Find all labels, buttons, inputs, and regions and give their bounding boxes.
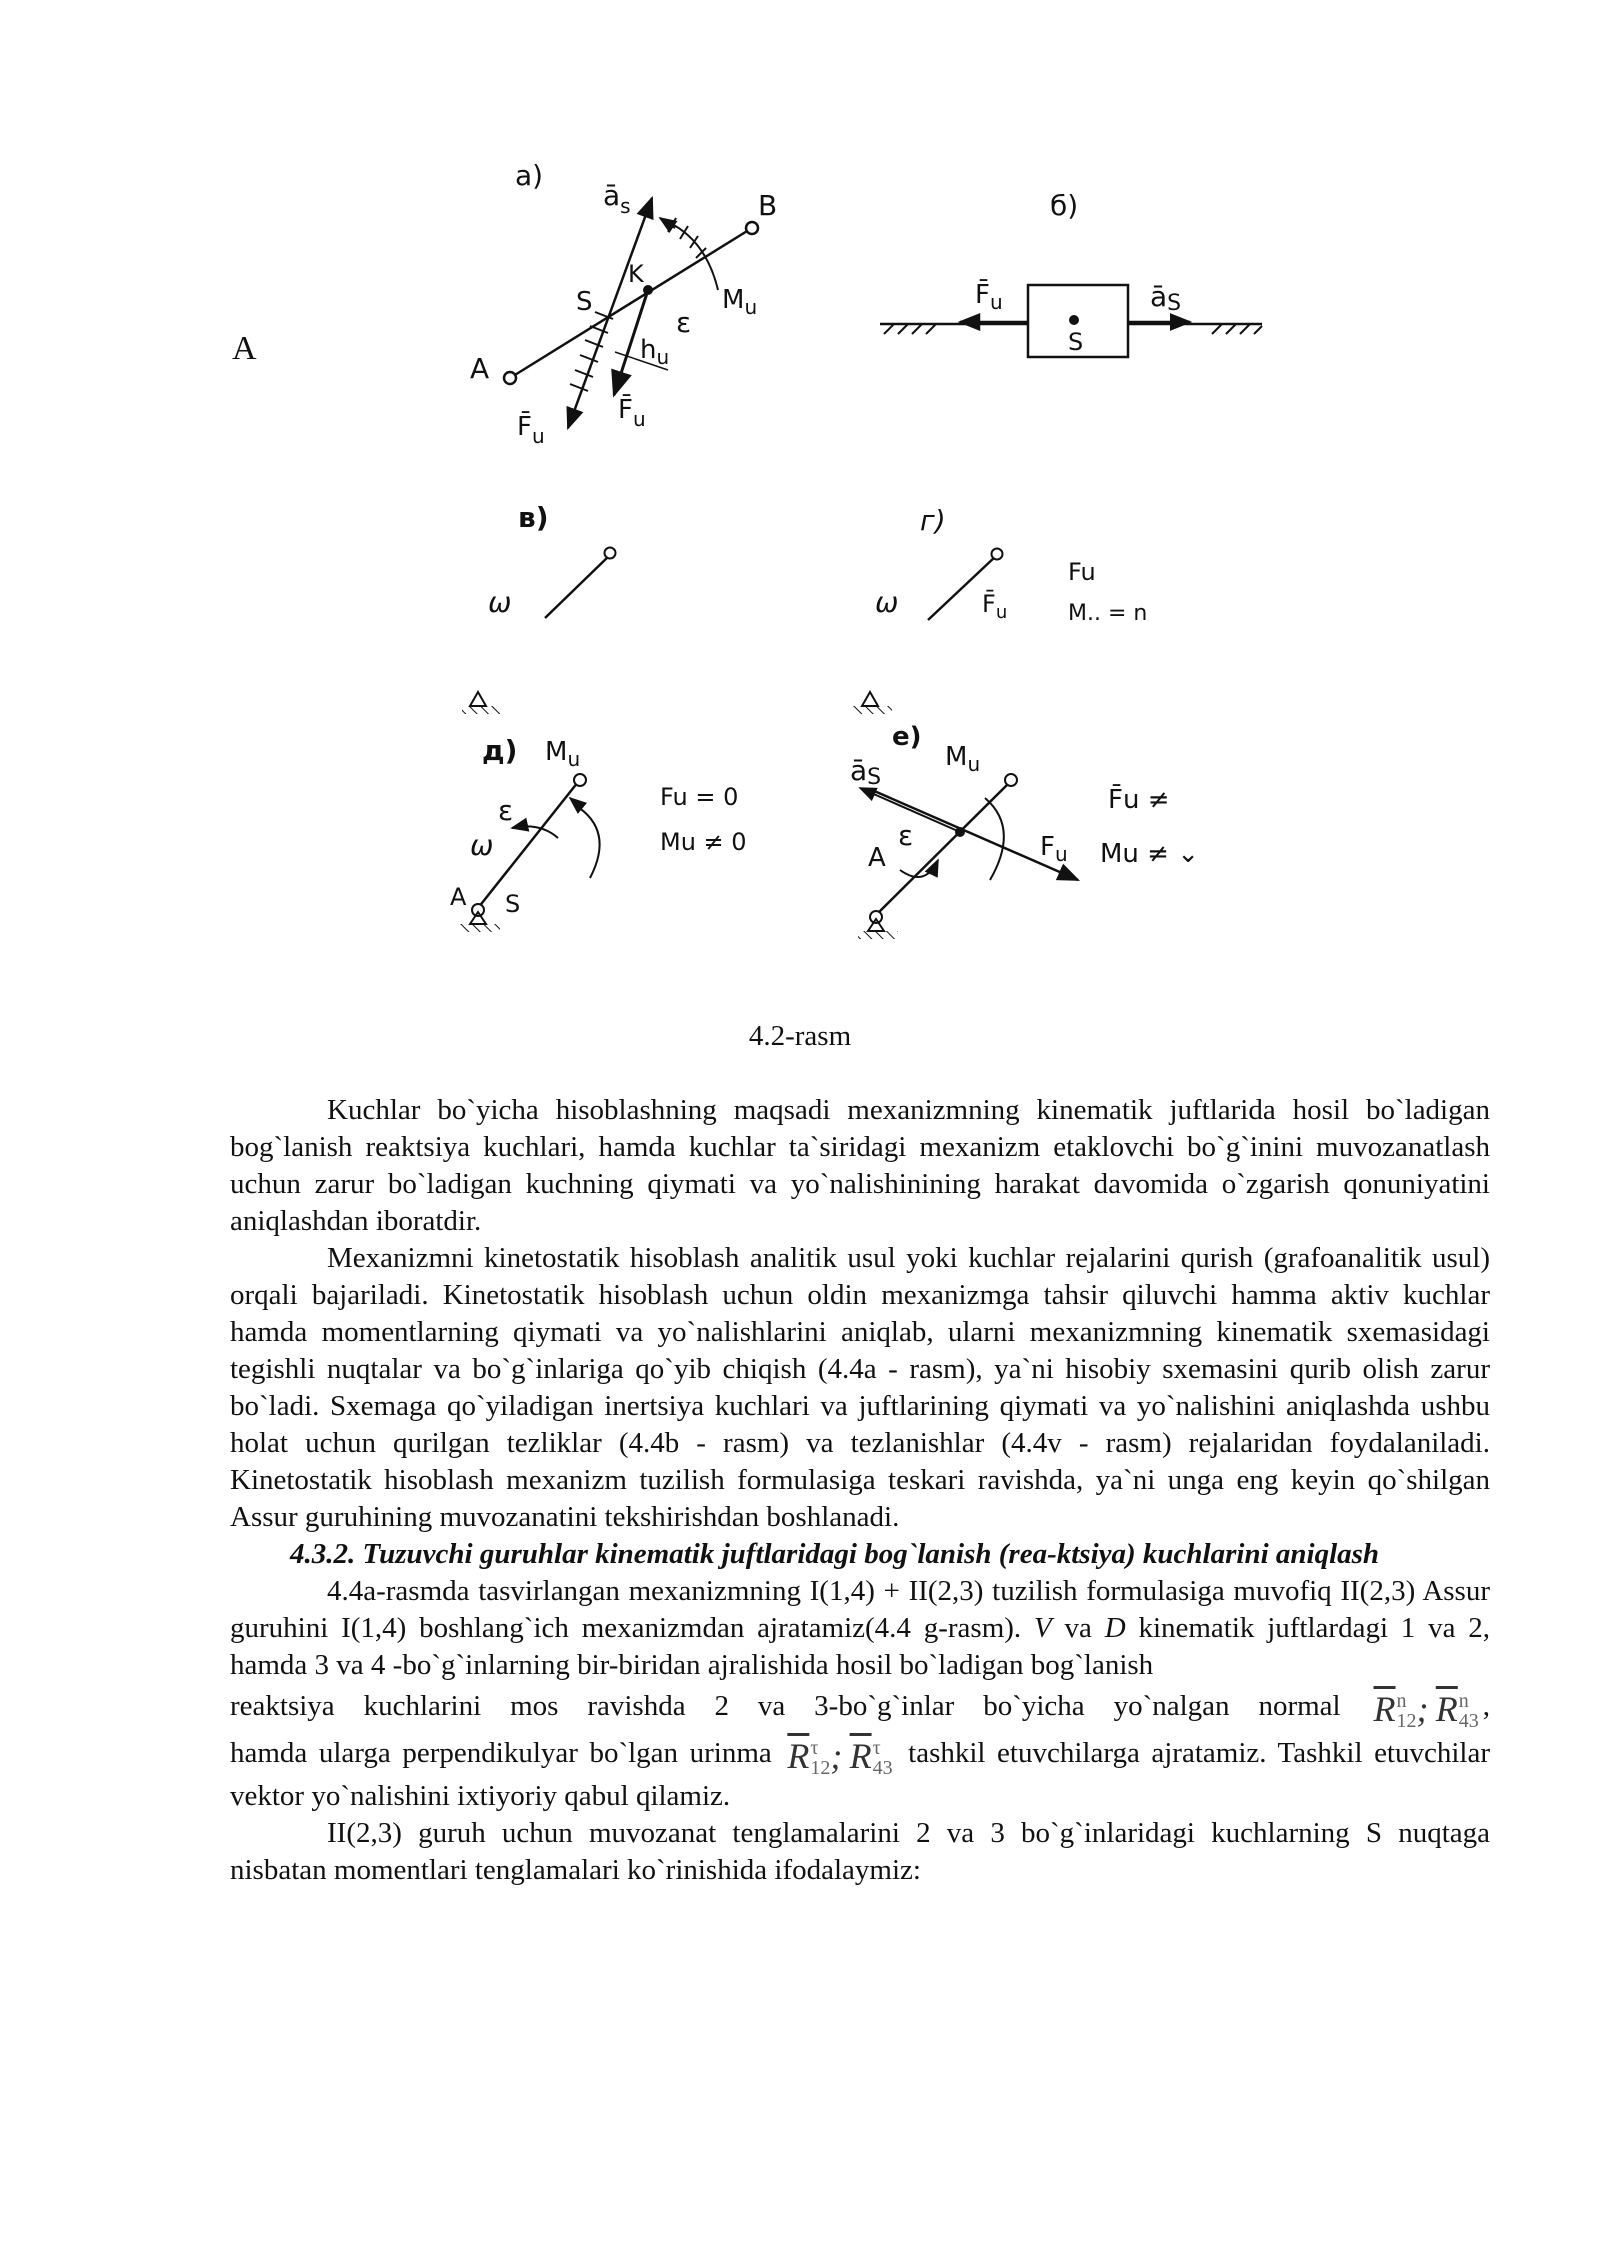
panel-b-label: б) (1050, 189, 1079, 222)
eq2-e: Mu ≠ ⌄ (1100, 839, 1200, 869)
slider-center (1069, 315, 1079, 325)
para3-rest: kinematik juftlardagi 1 va 2, hamda 3 va 4 -bo`g`inlarning bir-biridan ajralishida hosil bo`ladigan bog`lanish (230, 1612, 1491, 1681)
guide-hatch-left (884, 324, 936, 334)
para3-v: V (1033, 1612, 1052, 1644)
para3-line2: reaktsiya kuchlarini mos ravishda 2 va 3-bo`g`inlar bo`yicha yo`nalgan normal (230, 1690, 1341, 1722)
paragraph-method: Mexanizmni kinetostatik hisoblash analitik usul yoki kuchlar rejalarini qurish (grafoanalitik usul) orqali bajariladi. Kinetostatik hisoblash uchun oldin mexanizmga tahsir qiluvchi hamma aktiv kuchlar hamda momentlarning qiymati va yo`nalishlarini aniqlab, ularni mexanizmning kinematik sxemasidagi tegishli nuqtalar va bo`g`inlariga qo`yib chiqish (4.4a - rasm), ya`ni hisobiy sxemasini qurib olish zarur bo`ladi. Sxemaga qo`yiladigan inertsiya kuchlari va juftlarining qiymati va yo`nalishini aniqlashda ushbu holat uchun qurilgan tezliklar (4.4b - rasm) va tezlanishlar (4.4v - rasm) rejalaridan foydalaniladi. Kinetostatik hisoblash mexanizm tuzilish formulasiga teskari ravishda, ya`ni unga eng keyin qo`shilgan Assur guruhining muvozanatini tekshirishdan boshlanadi. (230, 1242, 1490, 1533)
omega-d: ω (470, 829, 494, 862)
moment-label: $M_u$ (722, 285, 758, 319)
panel-v-label: в) (518, 501, 549, 534)
joint-e-top (1005, 774, 1017, 786)
tangent-sub2: 43 (872, 1757, 893, 1779)
para3-line3-end: tashkil etuvchilarga ajratamiz. Tashkil etuvchilar vektor yo`nalishini ixtiyoriy qabul qilamiz. (230, 1737, 1491, 1812)
figure-4-2 (0, 0, 1600, 1000)
joint-b (746, 222, 758, 234)
point-a-d: A (450, 883, 467, 911)
panel-b (880, 189, 1262, 357)
panel-a (470, 159, 777, 448)
slider-s-label: S (1068, 328, 1084, 356)
paragraph-purpose: Kuchlar bo`yicha hisoblashning maqsadi mexanizmning kinematik juftlarida hosil bo`ladigan bog`lanish reaktsiya kuchlari, hamda kuchlar ta`siridagi mexanizm etaklovchi bo`g`inini muvozanatlash uchun zarur bo`ladigan kuchning qiymati va yo`nalishinining harakat davomida o`zgarish qonuniyatini aniqlashdan iboratdir. (230, 1094, 1490, 1237)
section-heading: 4.3.2. Tuzuvchi guruhlar kinematik juftlaridagi bog`lanish (rea-ktsiya) kuchlarini aniqlash (290, 1538, 1380, 1570)
point-a-label: A (470, 352, 490, 385)
point-k-label: K (628, 260, 644, 288)
force-label-left: $F̄_u$ (517, 412, 545, 448)
joint-v (605, 548, 616, 559)
tangent-r2: $\overline{R}$ (849, 1736, 872, 1776)
force-label-b: $F̄_u$ (975, 280, 1003, 314)
paragraph-separation (230, 1573, 1490, 1684)
panel-d (450, 692, 747, 932)
eq1-e: F̄u ≠ (1108, 785, 1170, 815)
normal-formula (1374, 1691, 1479, 1731)
paragraph-equations: II(2,3) guruh uchun muvozanat tenglamalarini 2 va 3 bo`g`inlaridagi kuchlarning S nuqtaga nisbatan momentlari tenglamalari ko`rinishida ifodalaymiz: (230, 1817, 1490, 1886)
eq1-d: Fu = 0 (660, 783, 739, 811)
joint-d-top (574, 774, 586, 786)
force-label-g: $F̄_u$ (982, 590, 1008, 623)
panel-e (850, 692, 1199, 939)
para3-intro: 4.4a-rasmda tasvirlangan mexanizmning I(1,4) + II(2,3) tuzilish formulasiga muvofiq II(2,3) Assur guruhini I(1,4) boshlang`ich mexanizmdan ajratamiz(4.4 g-rasm). (230, 1575, 1490, 1644)
support-top-d (470, 692, 486, 706)
point-b-label: B (758, 189, 778, 222)
para3-line2-end: , (1482, 1690, 1491, 1722)
link-v (545, 555, 610, 618)
normal-sub2: 43 (1458, 1710, 1479, 1732)
guide-hatch-right (1212, 324, 1262, 334)
support-top-d-hatch (462, 706, 502, 714)
moment-arc-e (985, 798, 1004, 880)
moment-label-e: $M_u$ (945, 742, 981, 776)
point-s-d: S (505, 890, 521, 918)
support-top-e-hatch (852, 706, 892, 714)
accel-label: $ā_s$ (603, 179, 631, 218)
panel-e-label: e) (892, 722, 922, 752)
tangent-sep: ; (830, 1736, 843, 1776)
normal-sep: ; (1416, 1689, 1429, 1729)
tangent-sup2: τ (872, 1737, 881, 1759)
moment-label-d: $M_u$ (545, 737, 581, 771)
para3-line3: hamda ularga perpendikulyar bo`lgan urinma (230, 1737, 772, 1769)
force-label-e: $F_u$ (1040, 832, 1068, 866)
point-a-e: A (868, 843, 886, 873)
panel-v (488, 501, 616, 619)
paragraph-tangent-line (230, 1735, 1490, 1815)
epsilon-d: ε (498, 794, 514, 827)
link-ab (510, 228, 752, 378)
normal-sup1: n (1396, 1690, 1407, 1712)
force-label-lower: $F̄_u$ (618, 395, 646, 431)
normal-sub1: 12 (1396, 1710, 1417, 1732)
accel-label-e: āS (850, 754, 882, 790)
omega-g: ω (875, 586, 899, 619)
moment-ticks (668, 218, 706, 258)
normal-sup2: n (1458, 1690, 1469, 1712)
panel-g-label: г) (920, 504, 946, 537)
panel-a-label: a) (515, 159, 544, 192)
epsilon-arc-e (900, 860, 938, 877)
support-top-e (862, 692, 878, 706)
tangent-sup1: τ (810, 1737, 819, 1759)
joint-d-base (472, 904, 484, 916)
support-base-e-hatch (858, 931, 898, 939)
eq1-g: Fu (1068, 558, 1096, 586)
side-label: A (232, 330, 257, 367)
moment-arc (668, 222, 718, 290)
accel-label-b: āS (1150, 280, 1182, 316)
joint-e-base (870, 911, 882, 923)
joint-a (504, 372, 516, 384)
tangent-r1: $\overline{R}$ (787, 1736, 810, 1776)
arm-label: $h_u$ (640, 335, 670, 369)
tangent-sub1: 12 (810, 1757, 831, 1779)
tangent-formula (787, 1738, 892, 1778)
epsilon-e: ε (898, 819, 914, 852)
eq2-g: M.. = n (1068, 601, 1148, 626)
para3-d: D (1104, 1612, 1126, 1644)
support-base-d-hatch (460, 924, 500, 932)
para3-mid: va (1051, 1612, 1105, 1644)
point-s-label: S (576, 287, 593, 317)
moment-arc-d (575, 805, 600, 878)
joint-g (992, 549, 1003, 560)
panel-d-label: д) (482, 734, 518, 767)
paragraph-normal-line (230, 1688, 1490, 1731)
panel-g (875, 504, 1147, 626)
epsilon-label: ε (676, 306, 692, 339)
figure-caption: 4.2-rasm (748, 1020, 852, 1052)
normal-r1: $\overline{R}$ (1373, 1689, 1396, 1729)
body-text (230, 1092, 1490, 1889)
eq2-d: Mu ≠ 0 (660, 828, 747, 856)
omega-v: ω (488, 586, 512, 619)
normal-r2: $\overline{R}$ (1435, 1689, 1458, 1729)
